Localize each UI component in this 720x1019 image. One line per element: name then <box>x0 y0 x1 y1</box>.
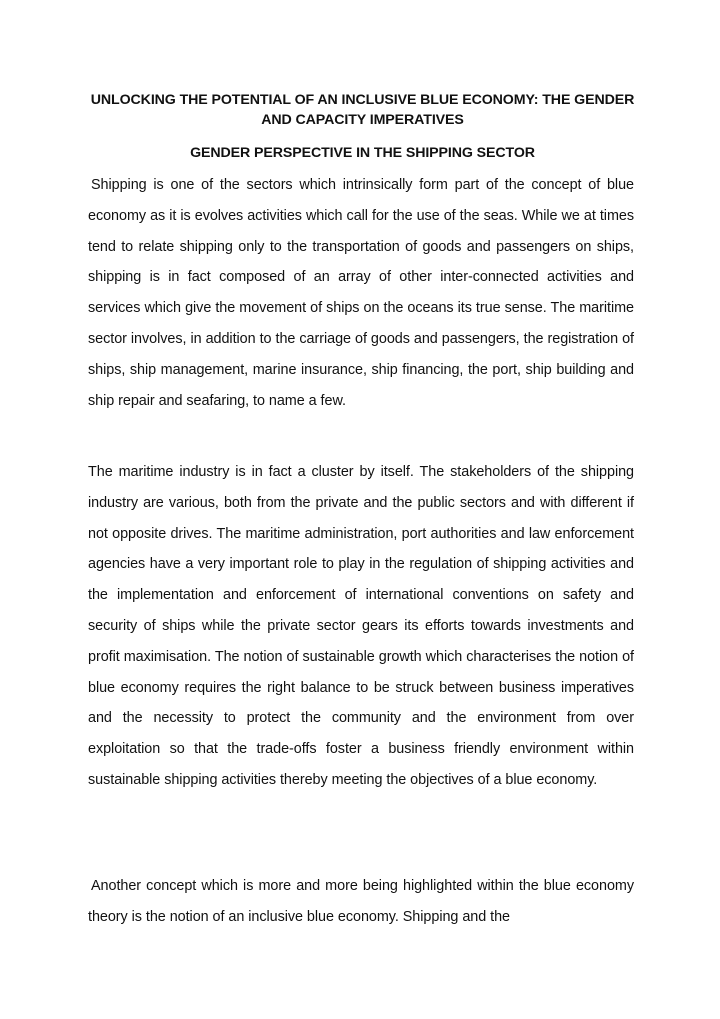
section-heading: GENDER PERSPECTIVE IN THE SHIPPING SECTOR <box>190 145 535 161</box>
paragraph-2: The maritime industry is in fact a cluster by itself. The stakeholders of the shipping industry are various, both from the private and the public sectors and with different if not opposite drives. The maritime administration, port authorities and law enforcement agencies have a very important role to play in the regulation of shipping activities and the implementation and enforcement of international conventions on safety and security of ships while the private sector gears its efforts towards investments and profit maximisation. The notion of sustainable growth which characterises the notion of blue economy requires the right balance to be struck between business imperatives and the necessity to protect the community and the environment from over exploitation so that the trade-offs foster a business friendly environment within sustainable shipping activities thereby meeting the objectives of a blue economy. <box>88 464 634 788</box>
paragraph-1: Shipping is one of the sectors which intrinsically form part of the concept of blue economy as it is evolves activities which call for the use of the seas. While we at times tend to relate shipping only to the transportation of goods and passengers on ships, shipping is in fact composed of an array of other inter-connected activities and services which give the movement of ships on the oceans its true sense. The maritime sector involves, in addition to the carriage of goods and passengers, the registration of ships, ship management, marine insurance, ship financing, the port, ship building and ship repair and seafaring, to name a few. <box>88 177 634 409</box>
document-title: UNLOCKING THE POTENTIAL OF AN INCLUSIVE BLUE ECONOMY: THE GENDER AND CAPACITY IMPERATIVES <box>90 92 635 128</box>
paragraph-3: Another concept which is more and more being highlighted within the blue economy theory is the notion of an inclusive blue economy. Shipping and the <box>88 878 634 925</box>
